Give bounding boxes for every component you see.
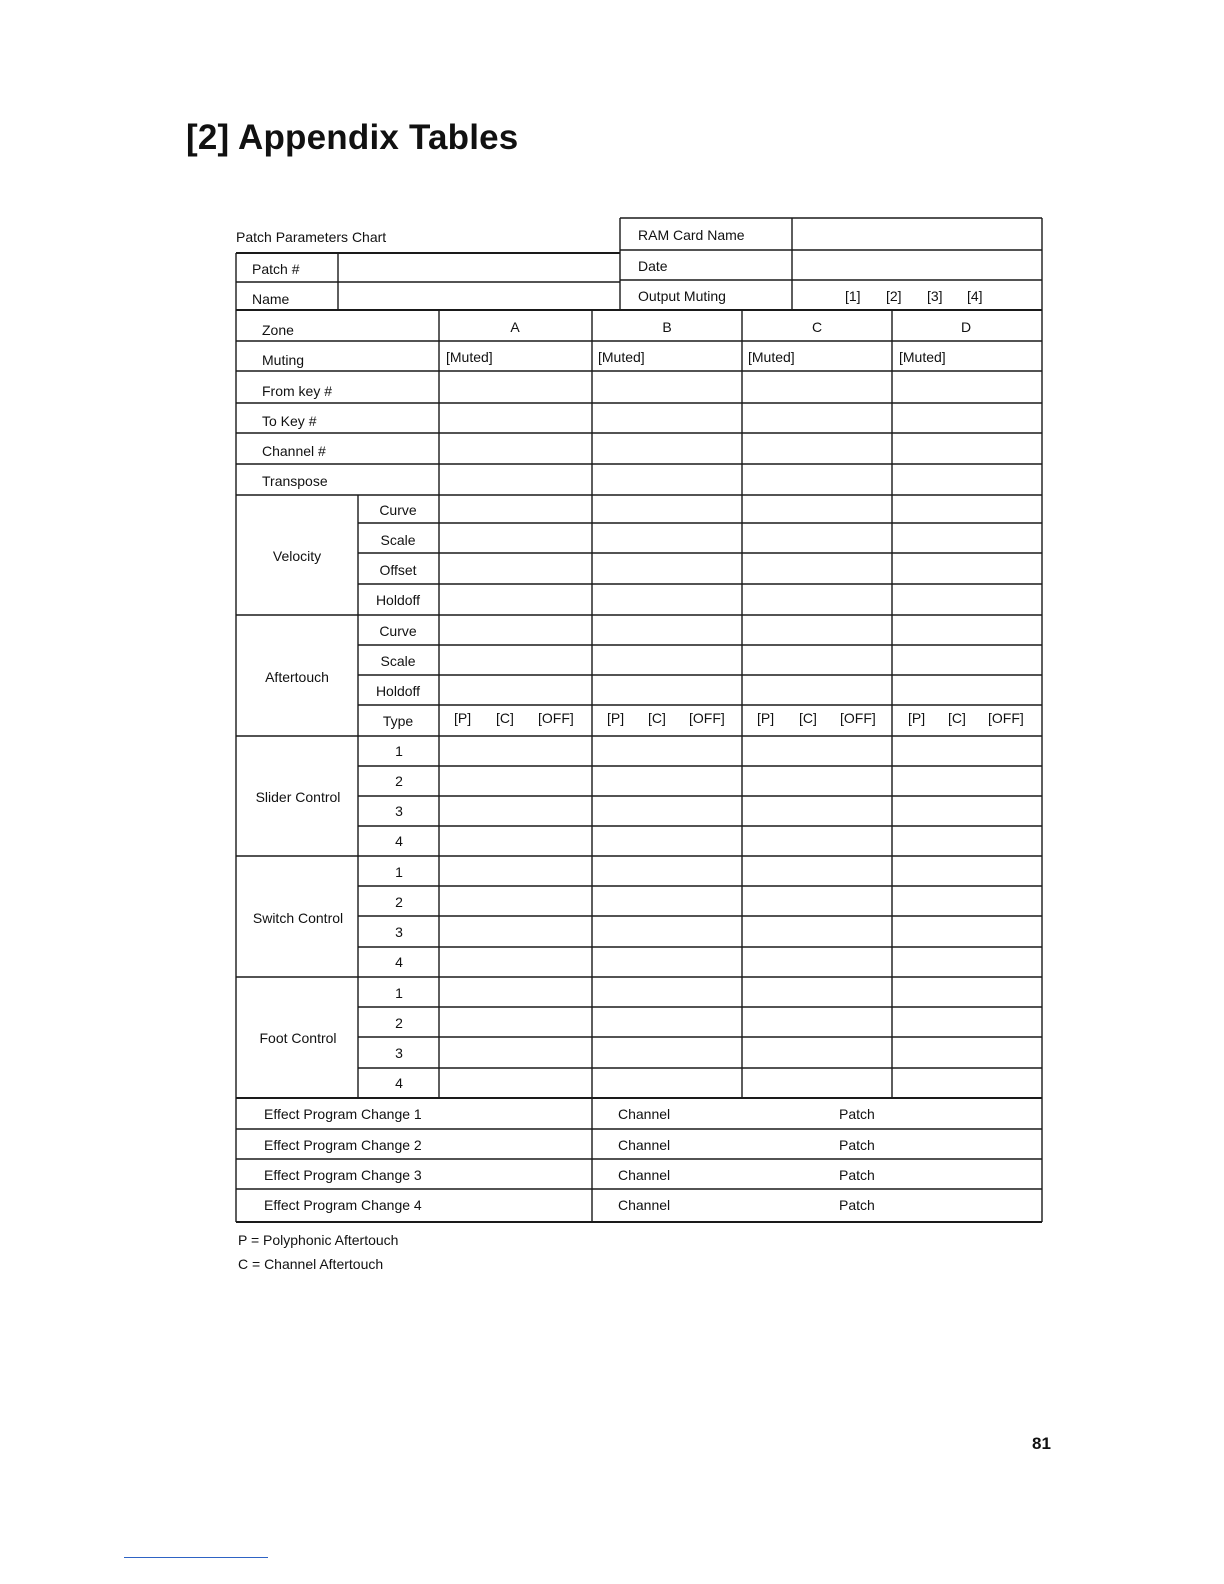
type-off-zone-a: [OFF] [538, 710, 574, 726]
slider-control-group-label: Slider Control [255, 789, 341, 805]
slider-control-1-label: 1 [395, 743, 403, 759]
switch-control-4-label: 4 [395, 954, 403, 970]
patch-number-label: Patch # [252, 261, 300, 277]
type-c-zone-c: [C] [799, 710, 817, 726]
type-c-zone-b: [C] [648, 710, 666, 726]
legend-polyphonic: P = Polyphonic Aftertouch [238, 1232, 399, 1248]
type-p-zone-c: [P] [757, 710, 775, 726]
output-muting-label: Output Muting [638, 288, 726, 304]
page-number: 81 [1032, 1434, 1051, 1453]
effect-1-patch-label: Patch [839, 1106, 875, 1122]
output-option-1: [1] [845, 288, 861, 304]
date-label: Date [638, 258, 668, 274]
muted-zone-c: [Muted] [748, 349, 795, 365]
effect-1-channel-label: Channel [618, 1106, 671, 1122]
from-key-label: From key # [262, 383, 333, 399]
effect-2-channel-label: Channel [618, 1137, 671, 1153]
switch-control-group-label: Switch Control [252, 910, 344, 926]
foot-control-3-label: 3 [395, 1045, 403, 1061]
effect-program-change-4-label: Effect Program Change 4 [264, 1197, 422, 1213]
type-p-zone-d: [P] [908, 710, 926, 726]
channel-number-label: Channel # [262, 443, 326, 459]
zone-a-header: A [510, 319, 520, 335]
slider-control-4-label: 4 [395, 833, 403, 849]
chart-title: Patch Parameters Chart [236, 229, 387, 245]
type-p-zone-b: [P] [607, 710, 625, 726]
muted-zone-a: [Muted] [446, 349, 493, 365]
type-off-zone-d: [OFF] [988, 710, 1024, 726]
muted-zone-d: [Muted] [899, 349, 946, 365]
velocity-holdoff-label: Holdoff [375, 592, 421, 608]
slider-control-3-label: 3 [395, 803, 403, 819]
output-option-2: [2] [886, 288, 902, 304]
velocity-curve-label: Curve [379, 502, 417, 518]
effect-program-change-2-label: Effect Program Change 2 [264, 1137, 422, 1153]
to-key-label: To Key # [262, 413, 317, 429]
effect-3-patch-label: Patch [839, 1167, 875, 1183]
zone-c-header: C [811, 319, 823, 335]
aftertouch-curve-label: Curve [379, 623, 417, 639]
velocity-group-label: Velocity [272, 548, 322, 564]
foot-control-group-label: Foot Control [259, 1030, 337, 1046]
switch-control-3-label: 3 [395, 924, 403, 940]
velocity-offset-label: Offset [379, 562, 417, 578]
effect-4-channel-label: Channel [618, 1197, 671, 1213]
type-p-zone-a: [P] [454, 710, 472, 726]
footer-rule [124, 1557, 268, 1558]
switch-control-1-label: 1 [395, 864, 403, 880]
foot-control-1-label: 1 [395, 985, 403, 1001]
type-off-zone-c: [OFF] [840, 710, 876, 726]
output-option-3: [3] [927, 288, 943, 304]
aftertouch-type-label: Type [382, 713, 414, 729]
zone-d-header: D [960, 319, 972, 335]
velocity-scale-label: Scale [380, 532, 416, 548]
type-c-zone-d: [C] [948, 710, 966, 726]
effect-3-channel-label: Channel [618, 1167, 671, 1183]
transpose-label: Transpose [262, 473, 328, 489]
effect-program-change-3-label: Effect Program Change 3 [264, 1167, 422, 1183]
effect-2-patch-label: Patch [839, 1137, 875, 1153]
muted-zone-b: [Muted] [598, 349, 645, 365]
legend-channel: C = Channel Aftertouch [238, 1256, 384, 1272]
aftertouch-scale-label: Scale [380, 653, 416, 669]
slider-control-2-label: 2 [395, 773, 403, 789]
aftertouch-group-label: Aftertouch [265, 669, 329, 685]
switch-control-2-label: 2 [395, 894, 403, 910]
page-title: [2] Appendix Tables [186, 118, 519, 157]
type-off-zone-b: [OFF] [689, 710, 725, 726]
foot-control-2-label: 2 [395, 1015, 403, 1031]
effect-4-patch-label: Patch [839, 1197, 875, 1213]
ram-card-name-label: RAM Card Name [638, 227, 745, 243]
type-c-zone-a: [C] [496, 710, 514, 726]
name-label: Name [252, 291, 290, 307]
zone-label: Zone [262, 322, 294, 338]
aftertouch-holdoff-label: Holdoff [375, 683, 421, 699]
foot-control-4-label: 4 [395, 1075, 403, 1091]
output-option-4: [4] [967, 288, 983, 304]
zone-b-header: B [662, 319, 672, 335]
effect-program-change-1-label: Effect Program Change 1 [264, 1106, 422, 1122]
muting-label: Muting [262, 352, 305, 368]
